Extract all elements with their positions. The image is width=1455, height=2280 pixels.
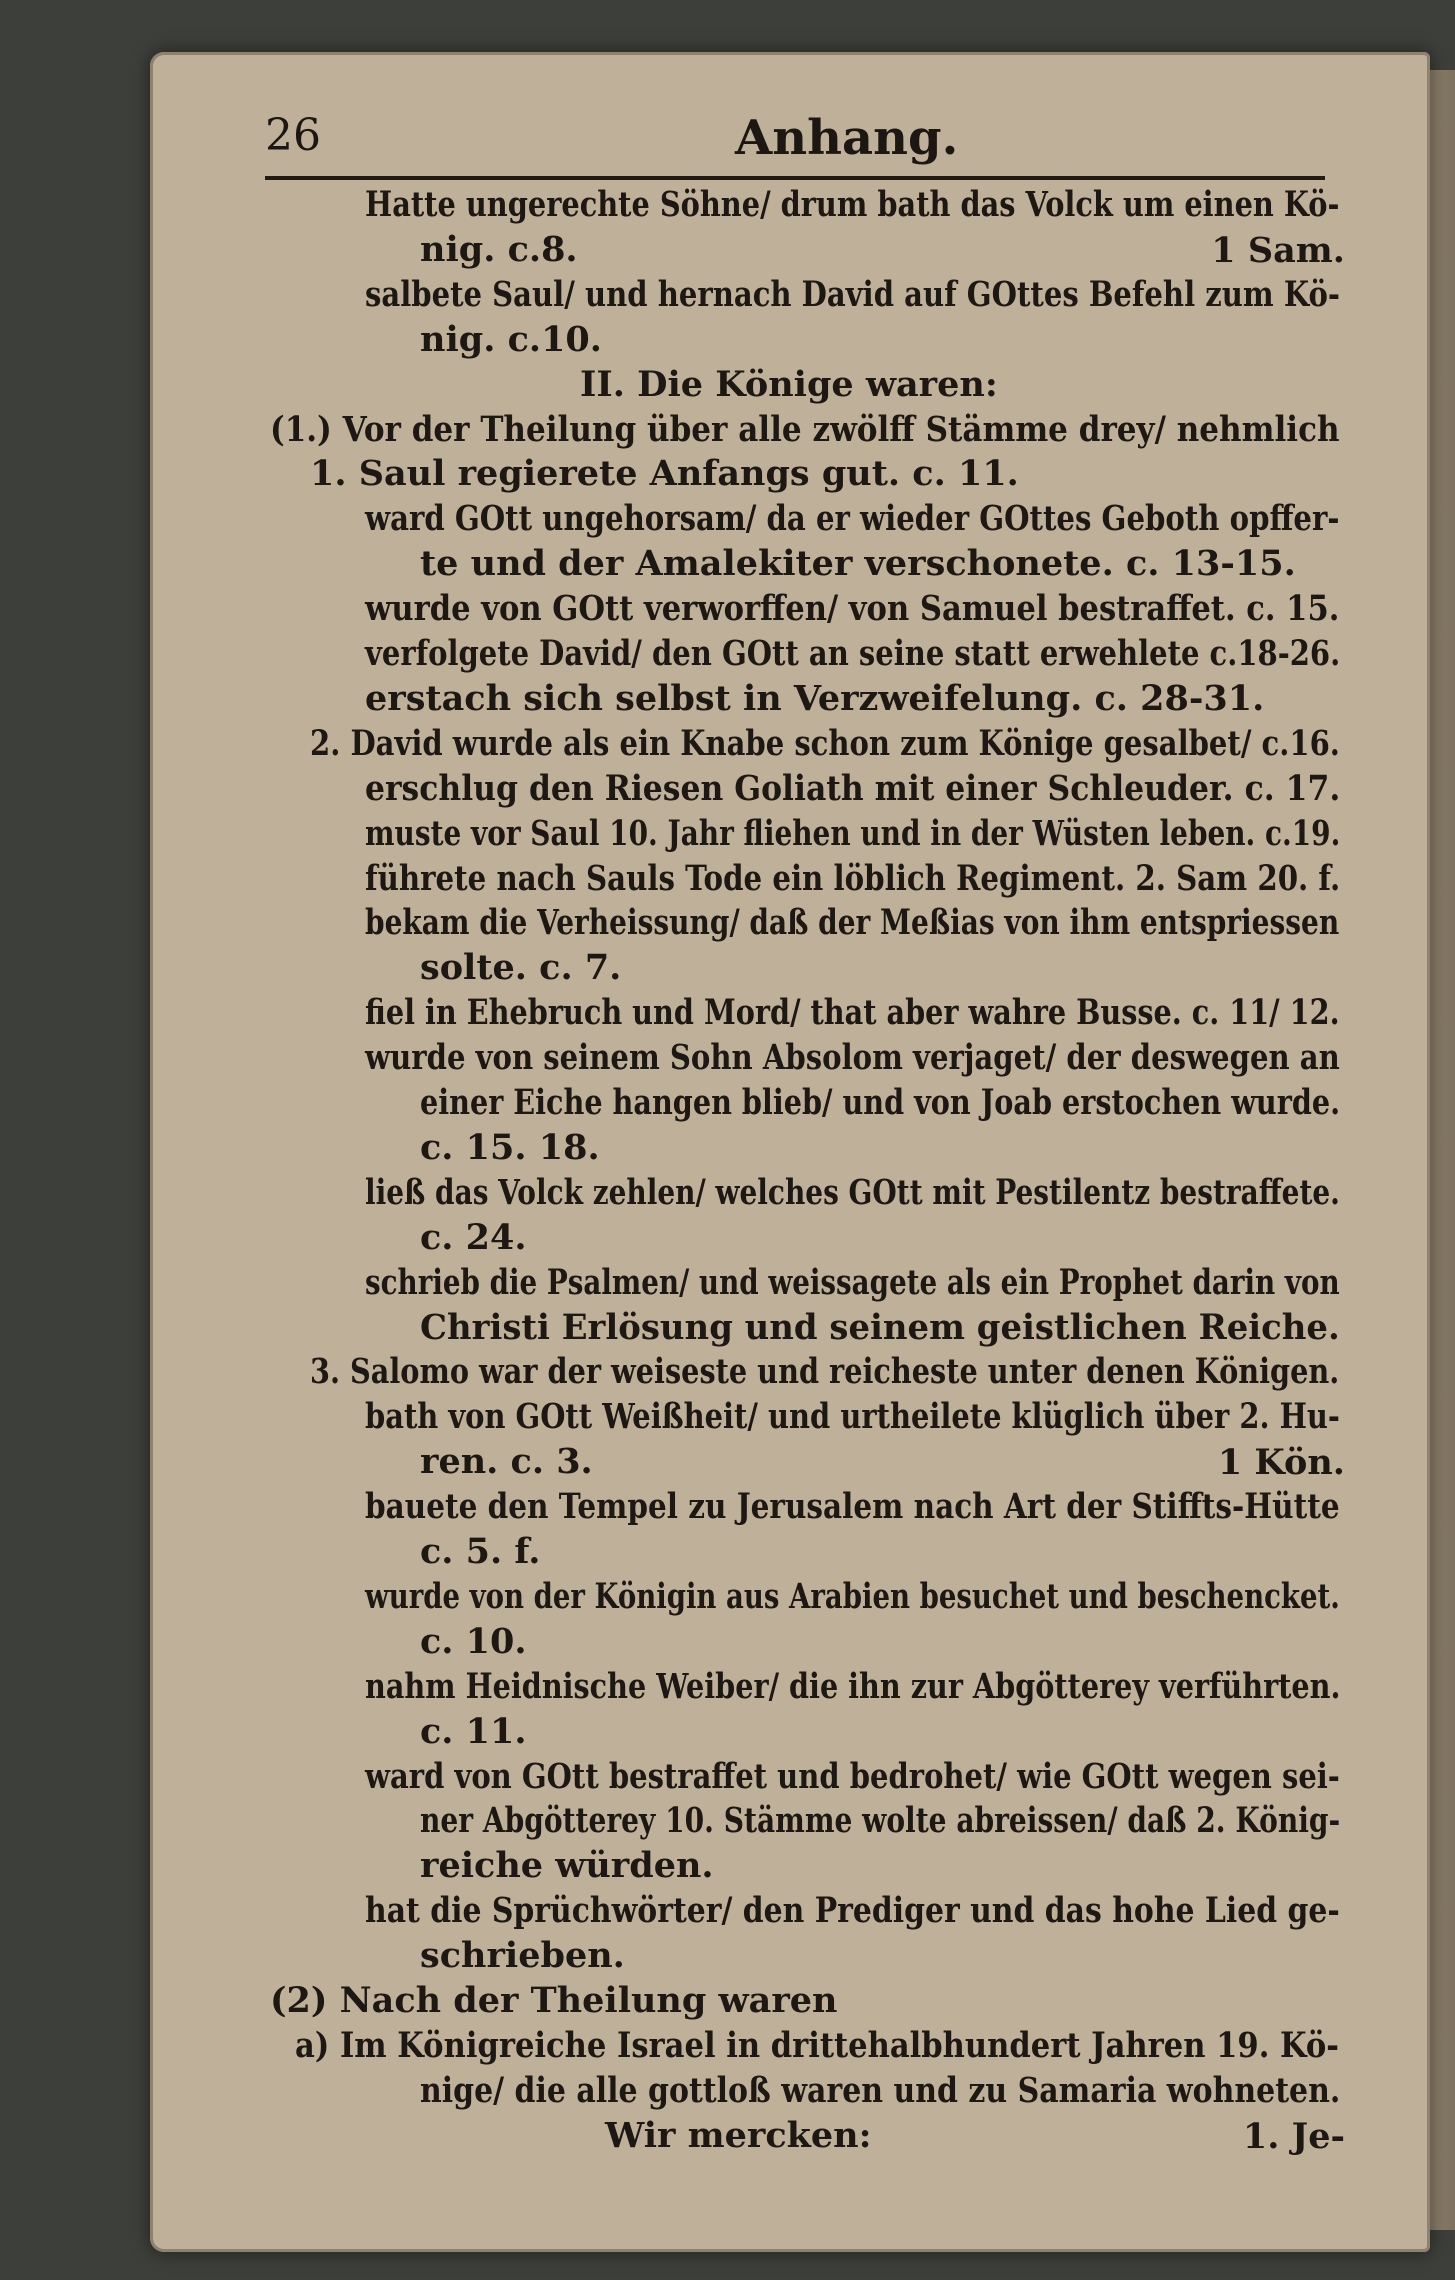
text-line: (2) Nach der Theilung waren [270, 1980, 838, 2021]
header-rule [265, 176, 1325, 180]
text-line: c. 15. 18. [420, 1126, 600, 1168]
text-line: schrieben. [420, 1935, 625, 1977]
text-line: 2. David wurde als ein Knabe schon zum Könige gesalbet/ c.16. [310, 722, 1340, 764]
text-line: schrieb die Psalmen/ und weissagete als ein Prophet darin von [365, 1261, 1340, 1303]
page-number: 26 [265, 110, 321, 161]
text-line: solte. c. 7. [420, 947, 622, 989]
text-line: bauete den Tempel zu Jerusalem nach Art der Stiffts-Hütte [365, 1486, 1340, 1528]
text-line: nig. c.8. [420, 228, 578, 270]
text-line: Christi Erlösung und seinem geistlichen Reiche. [420, 1306, 1340, 1348]
text-line: nige/ die alle gottloß waren und zu Samaria wohneten. [420, 2069, 1341, 2111]
text-line: hat die Sprüchwörter/ den Prediger und das hohe Lied ge- [365, 1890, 1340, 1932]
text-line: II. Die Könige waren: [580, 363, 998, 405]
text-line: erschlug den Riesen Goliath mit einer Schleuder. c. 17. [365, 767, 1341, 809]
text-line: reiche würden. [420, 1845, 714, 1887]
text-line: verfolgete David/ den GOtt an seine statt erwehlete c.18-26. [365, 633, 1341, 674]
text-line: (1.) Vor der Theilung über alle zwölff Stämme drey/ nehmlich [270, 408, 1340, 450]
text-line: c. 24. [420, 1216, 527, 1258]
text-line: wurde von GOtt verworffen/ von Samuel bestraffet. c. 15. [365, 588, 1340, 630]
text-line: führete nach Sauls Tode ein löblich Regiment. 2. Sam 20. f. [365, 857, 1341, 899]
text-line: einer Eiche hangen blieb/ und von Joab erstochen wurde. [420, 1082, 1341, 1123]
text-line: te und der Amalekiter verschonete. c. 13-15. [420, 543, 1296, 585]
text-line: c. 11. [420, 1710, 527, 1752]
text-line: wurde von der Königin aus Arabien besuchet und beschencket. [365, 1575, 1340, 1617]
text-line: erstach sich selbst in Verzweifelung. c. 28-31. [365, 677, 1265, 719]
text-line: ren. c. 3. [420, 1441, 593, 1483]
text-line: ließ das Volck zehlen/ welches GOtt mit Pestilentz bestraffete. [365, 1171, 1340, 1213]
text-line: ner Abgötterey 10. Stämme wolte abreissen/ daß 2. König- [420, 1800, 1341, 1842]
right-margin-reference: 1 Sam. [1211, 229, 1345, 271]
text-line: 3. Salomo war der weiseste und reicheste unter denen Königen. [310, 1351, 1340, 1393]
page-header [265, 110, 1325, 180]
text-line: fiel in Ehebruch und Mord/ that aber wahre Busse. c. 11/ 12. [365, 992, 1340, 1034]
text-line: Wir mercken: [605, 2114, 872, 2156]
text-line: ward von GOtt bestraffet und bedrohet/ wie GOtt wegen sei- [365, 1755, 1340, 1797]
right-margin-reference: 1 Kön. [1217, 1442, 1345, 1484]
text-line: ward GOtt ungehorsam/ da er wieder GOttes Geboth opffer- [365, 498, 1340, 540]
right-margin-reference: 1. Je- [1242, 2115, 1345, 2157]
text-line: nahm Heidnische Weiber/ die ihn zur Abgötterey verführten. [365, 1665, 1341, 1707]
text-line: a) Im Königreiche Israel in drittehalbhundert Jahren 19. Kö- [295, 2024, 1340, 2066]
text-line: bath von GOtt Weißheit/ und urtheilete klüglich über 2. Hu- [365, 1396, 1340, 1438]
text-line: Hatte ungerechte Söhne/ drum bath das Volck um einen Kö- [365, 184, 1340, 225]
text-line: salbete Saul/ und hernach David auf GOttes Befehl zum Kö- [365, 273, 1340, 315]
text-line: nig. c.10. [420, 318, 602, 360]
text-line: 1. Saul regierete Anfangs gut. c. 11. [310, 453, 1019, 495]
running-head: Anhang. [735, 110, 959, 166]
text-line: c. 10. [420, 1620, 527, 1662]
text-line: c. 5. f. [420, 1531, 541, 1572]
text-line: wurde von seinem Sohn Absolom verjaget/ der deswegen an [365, 1037, 1340, 1079]
text-line: bekam die Verheissung/ daß der Meßias von ihm entspriessen [365, 902, 1340, 944]
text-line: muste vor Saul 10. Jahr fliehen und in der Wüsten leben. c.19. [365, 812, 1341, 854]
